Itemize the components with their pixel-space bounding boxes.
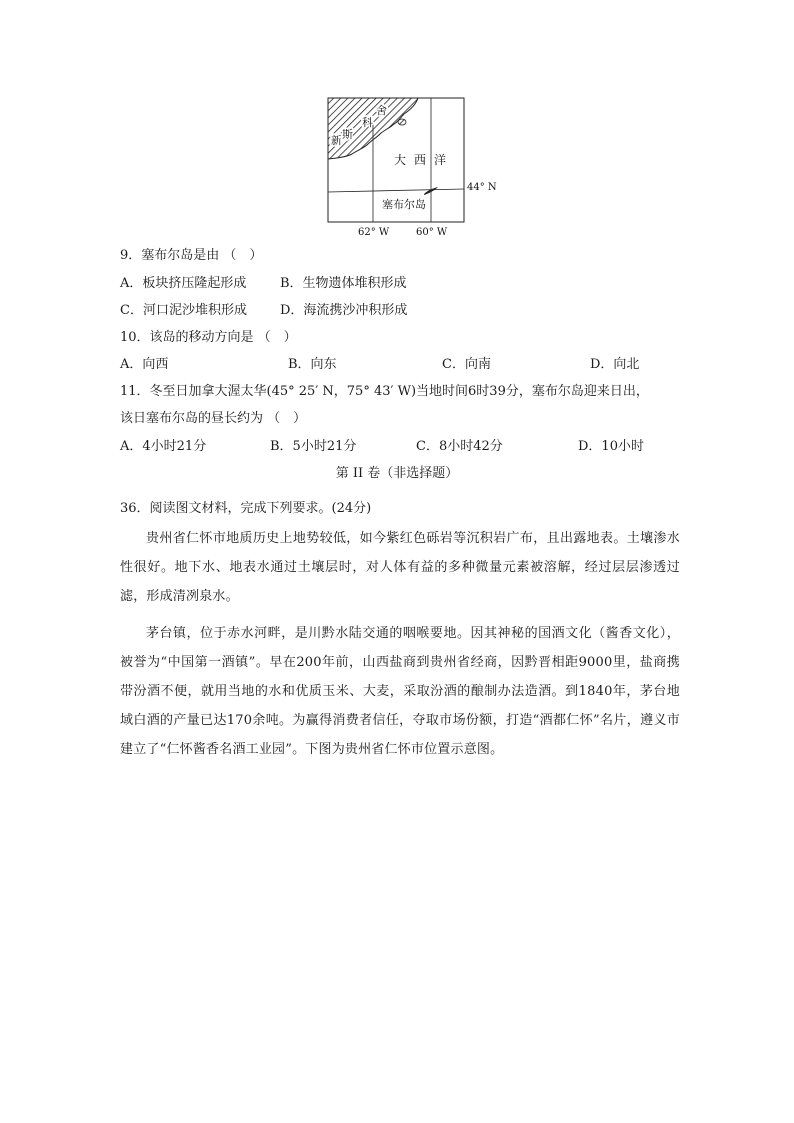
- q36-stem: 36．阅读图文材料，完成下列要求。(24分): [120, 501, 372, 516]
- q11-option-b: B．5小时21分: [270, 439, 357, 454]
- q10-option-c: C．向南: [442, 357, 491, 372]
- label-60w: 60° W: [416, 227, 448, 238]
- q11-stem-line2: 该日塞布尔岛的昼长约为 （ ）: [120, 411, 307, 426]
- q36-paragraph-2: 茅台镇，位于赤水河畔，是川黔水陆交通的咽喉要地。因其神秘的国酒文化（酱香文化），被誉为“中国第一酒镇”。早在200年前，山西盐商到贵州省经商，因黔晋相距9000里，盐商携带汾酒不便，就用当地的水和优质玉米、大麦，采取汾酒的酿制办法造酒。到1840年，茅台地域白酒的产量已达170余吨。为赢得消费者信任，夺取市场份额，打造“酒都仁怀”名片，遵义市建立了“仁怀酱香名酒工业园”。下图为贵州省仁怀市位置示意图。: [120, 626, 680, 757]
- q10-option-a: A．向西: [120, 357, 169, 372]
- label-62w: 62° W: [358, 227, 390, 238]
- q10-option-d: D．向北: [590, 357, 640, 372]
- label-ke: 科: [362, 116, 373, 129]
- q36-paragraph-1: 贵州省仁怀市地质历史上地势较低，如今紫红色砾岩等沉积岩广布，且出露地表。土壤渗水性很好。地下水、地表水通过土壤层时，对人体有益的多种微量元素被溶解，经过层层渗透过滤，形成清冽泉水。: [120, 531, 680, 604]
- q11-option-a: A．4小时21分: [120, 439, 207, 454]
- coastal-islet: [398, 119, 406, 125]
- parallel-44n: [328, 189, 464, 192]
- label-sable-island: 塞布尔岛: [382, 198, 426, 211]
- label-da: 大: [394, 153, 407, 167]
- q11-stem-line1: 11．冬至日加拿大渥太华(45° 25′ N，75° 43′ W)当地时间6时39分，塞布尔岛迎来日出，: [120, 384, 649, 399]
- q11-option-d: D．10小时: [578, 439, 644, 454]
- q9-option-d: D．海流携沙冲积形成: [280, 303, 408, 318]
- q10-stem: 10．该岛的移动方向是 （ ）: [120, 330, 297, 345]
- label-xin: 新: [331, 134, 342, 147]
- section-2-title: 第 II 卷（非选择题）: [335, 466, 459, 481]
- q9-stem: 9．塞布尔岛是由 （ ）: [120, 248, 263, 263]
- q9-option-b: B．生物遗体堆积形成: [280, 276, 407, 291]
- q9-option-a: A．板块挤压隆起形成: [120, 276, 247, 291]
- label-44n: 44° N: [467, 182, 497, 193]
- q9-option-c: C．河口泥沙堆积形成: [120, 303, 247, 318]
- label-xiang: 舍: [376, 104, 387, 117]
- sable-island-map: [318, 92, 497, 242]
- q11-option-c: C．8小时42分: [416, 439, 503, 454]
- label-si: 斯: [342, 128, 353, 141]
- label-xi: 西: [414, 153, 427, 167]
- label-yang: 洋: [434, 153, 447, 167]
- q10-option-b: B．向东: [288, 357, 337, 372]
